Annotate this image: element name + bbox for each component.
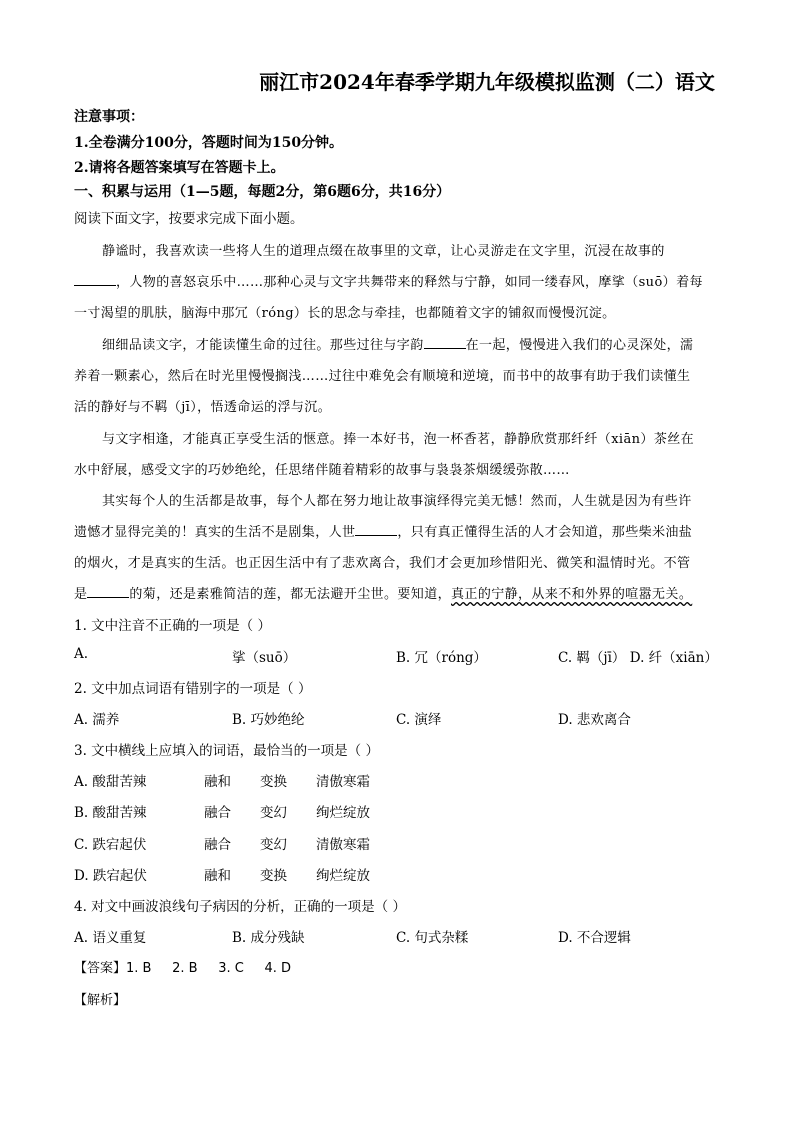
passage-line: 的烟火，才是真实的生活。也正因生活中有了悲欢离合，我们才会更加珍惜阳光、微笑和温情时光。不管 [74,556,691,571]
notice-heading: 注意事项： [74,109,144,125]
passage-line: 一寸渴望的肌肤，脑海中那冗（róng）长的思念与牵挂，也都随着文字的铺叙而慢慢沉淀。 [74,306,616,321]
question-3-stem: 3. 文中横线上应填入的词语，最恰当的一项是（ ） [74,743,379,759]
q1-option-a-content: 挲（suō） [232,650,297,666]
q2-option-c: C. 演绎 [396,712,442,728]
q3-option-b: B. 酸甜苦辣 [74,805,147,821]
q1-option-a: A. [74,646,89,662]
fill-blank-1 [74,273,116,286]
q3-option-d-word4: 绚烂绽放 [316,868,370,884]
notice-item-1: 1.全卷满分100分，答题时间为150分钟。 [74,135,344,151]
q3-option-b-word2: 融合 [204,805,231,821]
q1-option-cd: C. 羁（jī） D. 纤（xiān） [558,650,718,666]
passage-line: 养着一颗素心，然后在时光里慢慢搁浅……过往中难免会有顺境和逆境，而书中的故事有助于我们读懂生 [74,369,691,384]
q4-option-b: B. 成分残缺 [232,930,305,946]
answer-items: 1. B 2. B 3. C 4. D [126,961,292,976]
q4-option-a: A. 语义重复 [74,930,147,946]
q3-option-a: A. 酸甜苦辣 [74,774,147,790]
analysis-label: 【解析】 [74,993,127,1008]
q3-option-b-word4: 绚烂绽放 [316,805,370,821]
question-1-stem: 1. 文中注音不正确的一项是（ ） [74,618,271,634]
q2-option-d: D. 悲欢离合 [558,712,631,728]
fill-blank-4 [87,585,129,598]
q3-option-a-word3: 变换 [260,774,287,790]
q3-option-c-word2: 融合 [204,837,231,853]
passage-line: 与文字相逢，才能真正享受生活的惬意。捧一本好书，泡一杯香茗，静静欣赏那纤纤（xiān）茶丝在 [102,432,695,447]
q4-option-d: D. 不合逻辑 [558,930,631,946]
q3-option-b-word3: 变幻 [260,805,287,821]
wavy-underlined-sentence: 真正的宁静，从来不和外界的喧嚣无关。 [451,587,693,602]
fill-blank-3 [355,523,397,536]
passage-line: 细细品读文字，才能读懂生命的过往。那些过往与字韵 在一起，慢慢进入我们的心灵深处，濡 [102,338,694,353]
passage-line: ，人物的喜怒哀乐中……那种心灵与文字共舞带来的释然与宁静，如同一缕春风，摩挲（suō）着每 [74,271,703,290]
q3-option-d-word2: 融和 [204,868,231,884]
q3-option-a-word2: 融和 [204,774,231,790]
q3-option-d: D. 跌宕起伏 [74,868,147,884]
section-heading: 一、积累与运用（1—5题，每题2分，第6题6分，共16分） [74,184,451,200]
q3-option-d-word3: 变换 [260,868,287,884]
q1-option-b: B. 冗（róng） [396,650,487,666]
q2-option-b: B. 巧妙绝纶 [232,712,305,728]
passage-line: 其实每个人的生活都是故事，每个人都在努力地让故事演绎得完美无憾！然而，人生就是因为有些许 [102,494,692,509]
section-instruction: 阅读下面文字，按要求完成下面小题。 [74,211,304,227]
q3-option-c: C. 跌宕起伏 [74,837,147,853]
notice-item-2: 2.请将各题答案填写在答题卡上。 [74,160,285,176]
q2-option-a: A. 濡养 [74,712,120,728]
q3-option-a-word4: 清傲寒霜 [316,774,370,790]
passage-line: 遗憾才显得完美的！真实的生活不是剧集，人世 ，只有真正懂得生活的人才会知道，那些柴米油盐 [74,525,693,540]
question-2-stem: 2. 文中加点词语有错别字的一项是（ ） [74,681,312,697]
passage-line: 是 的菊，还是素雅简洁的莲，都无法避开尘世。要知道，真正的宁静，从来不和外界的喧嚣无关。 [74,587,693,602]
passage-line: 活的静好与不羁（jī），悟透命运的浮与沉。 [74,400,332,415]
passage-line: 水中舒展，感受文字的巧妙绝纶，任思绪伴随着精彩的故事与袅袅茶烟缓缓弥散…… [74,463,570,478]
q3-option-c-word3: 变幻 [260,837,287,853]
page-title: 丽江市2024年春季学期九年级模拟监测（二）语文 [259,70,715,94]
q3-option-c-word4: 清傲寒霜 [316,837,370,853]
answer-line [74,957,291,976]
fill-blank-2 [424,336,466,349]
question-4-stem: 4. 对文中画波浪线句子病因的分析，正确的一项是（ ） [74,899,406,915]
q4-option-c: C. 句式杂糅 [396,930,469,946]
answer-label: 【答案】 [74,961,127,976]
passage-line: 静谧时，我喜欢读一些将人生的道理点缀在故事里的文章，让心灵游走在文字里，沉浸在故事的 [102,244,665,259]
